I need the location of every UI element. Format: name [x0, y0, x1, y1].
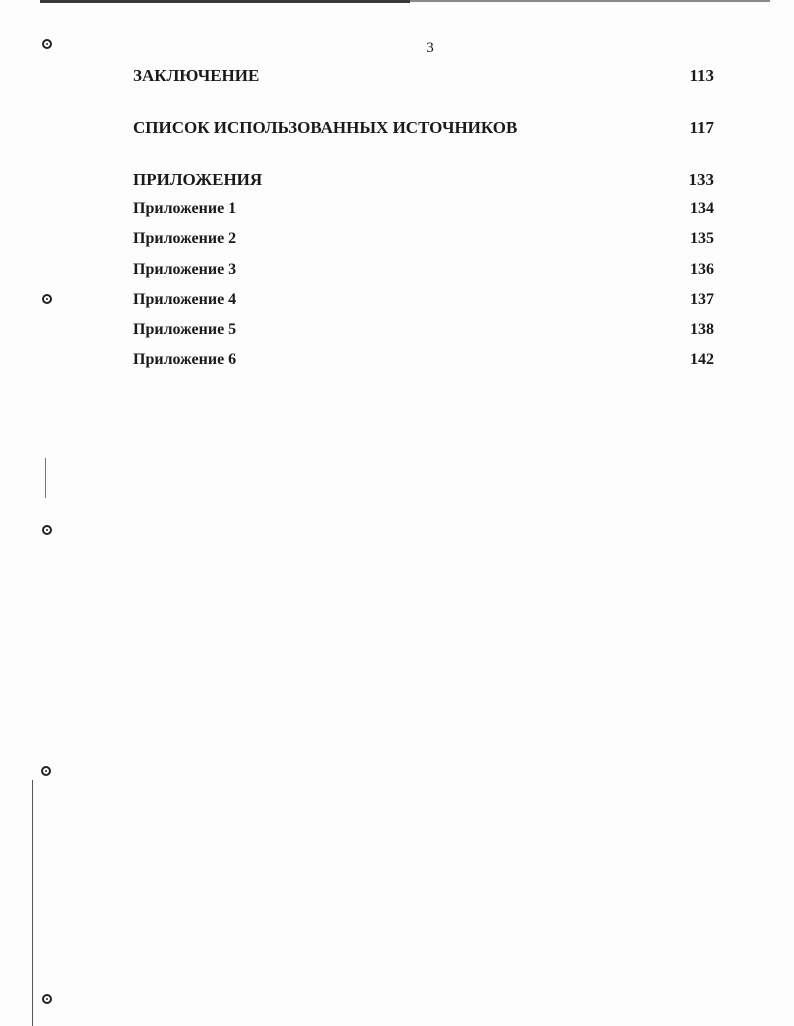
toc-entry-page: 142 [690, 351, 714, 369]
binder-hole-icon [42, 994, 52, 1004]
scan-left-edge [32, 780, 33, 1026]
toc-entry-title: Приложение 3 [133, 260, 237, 278]
scan-left-mark [45, 458, 46, 498]
toc-entry-page: 134 [690, 200, 714, 217]
toc-entry-title: Приложение 5 [133, 321, 237, 339]
toc-entry-title: СПИСОК ИСПОЛЬЗОВАННЫХ ИСТОЧНИКОВ [133, 118, 518, 137]
toc-entry-appendix-3[interactable] [133, 255, 714, 285]
toc-entry-page: 137 [690, 290, 714, 308]
toc-entry-appendix-4[interactable] [133, 285, 714, 315]
toc-entry-page: 135 [690, 230, 714, 248]
binder-hole-icon [42, 294, 52, 304]
toc-entry-appendix-2[interactable] [133, 224, 714, 254]
page-number: 3 [426, 40, 434, 56]
scan-top-edge-dark [40, 0, 410, 3]
toc-entry-title: Приложение 1 [133, 200, 237, 217]
toc-entry-appendix-5[interactable] [133, 315, 714, 345]
toc-entry-references[interactable] [133, 116, 714, 140]
toc-entry-appendix-6[interactable] [133, 345, 714, 375]
toc-entry-appendix-1[interactable] [133, 194, 714, 224]
toc-entry-title: Приложение 2 [133, 230, 237, 248]
binder-hole-icon [41, 766, 51, 776]
toc-entry-page: 117 [689, 118, 714, 137]
toc-entry-title: Приложение 4 [133, 290, 237, 308]
toc-entry-title: ПРИЛОЖЕНИЯ [133, 170, 263, 189]
toc-entry-conclusion[interactable] [133, 64, 714, 88]
binder-hole-icon [42, 39, 52, 49]
toc-entry-page: 136 [690, 260, 714, 278]
toc-entry-title: Приложение 6 [133, 351, 237, 369]
toc-entry-page: 113 [689, 66, 714, 85]
toc-entry-appendices[interactable] [133, 168, 714, 192]
toc-entry-page: 138 [690, 321, 714, 339]
binder-hole-icon [42, 525, 52, 535]
toc-entry-page: 133 [688, 170, 714, 189]
toc-entry-title: ЗАКЛЮЧЕНИЕ [133, 66, 260, 85]
table-of-contents [133, 64, 714, 376]
